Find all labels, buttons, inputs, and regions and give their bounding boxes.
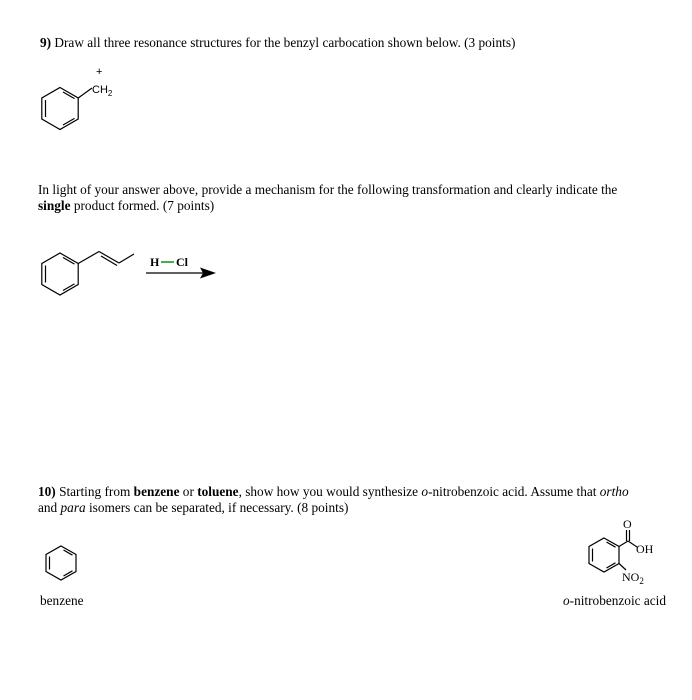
ortho-prefix: o: [421, 484, 429, 499]
q10-number: 10): [38, 484, 56, 499]
o-nitrobenzoic-acid-structure: [589, 517, 654, 586]
q10-text-a: Starting from: [59, 484, 131, 499]
q10-text-f: isomers can be separated, if necessary. (8 points): [88, 500, 349, 515]
target-label-rest: -nitrobenzoic acid: [569, 593, 667, 608]
benzene-label: benzene: [40, 593, 84, 608]
target-label: [563, 593, 666, 609]
q10-text-c: , show how you would synthesize: [238, 484, 419, 499]
mechanism-prompt-rest: product formed. (7 points): [73, 198, 215, 213]
single-emphasis: single: [38, 198, 71, 213]
ch2-subscript: 2: [107, 89, 113, 98]
ortho-word: ortho: [599, 484, 629, 499]
hydroxyl-label: OH: [636, 542, 654, 556]
q9-number: 9): [40, 35, 52, 50]
q10-text-b: or: [182, 484, 194, 499]
nitro-subscript: 2: [639, 576, 644, 586]
nitro-label: [622, 570, 644, 586]
q10-text-d: -nitrobenzoic acid. Assume that: [428, 484, 597, 499]
q9-text: Draw all three resonance structures for the benzyl carbocation shown below. (3 points): [54, 35, 516, 50]
para-word: para: [60, 500, 86, 515]
mechanism-prompt-line1: In light of your answer above, provide a mechanism for the following transformation and clearly indicate the: [38, 182, 618, 197]
toluene-emphasis: toluene: [197, 484, 239, 499]
benzene-starting-material: [46, 546, 76, 580]
reagent-cl: Cl: [176, 255, 188, 269]
carbonyl-oxygen: O: [623, 517, 632, 531]
benzene-emphasis: benzene: [133, 484, 180, 499]
ch2-main: CH: [92, 84, 108, 96]
nitro-main: NO: [622, 570, 640, 584]
carbocation-charge: +: [96, 66, 103, 78]
target-label-prefix: o: [563, 593, 570, 608]
q10-text-e: and: [38, 500, 58, 515]
reagent-h: H: [150, 255, 160, 269]
